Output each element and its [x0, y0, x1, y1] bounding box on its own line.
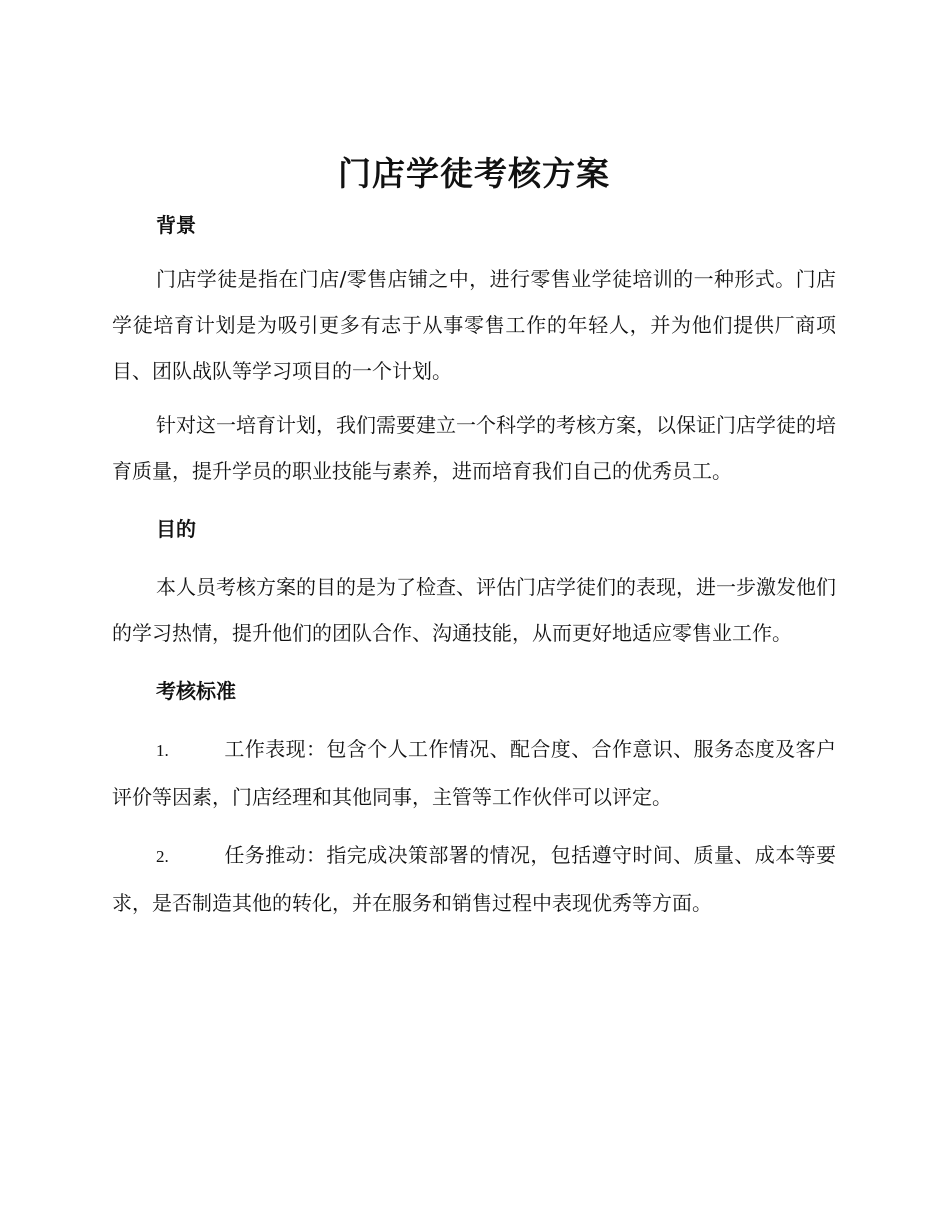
list-item: [112, 832, 836, 926]
paragraph: 本人员考核方案的目的是为了检查、评估门店学徒们的表现，进一步激发他们的学习热情，提升他们的团队合作、沟通技能，从而更好地适应零售业工作。: [112, 575, 836, 645]
section-purpose: [112, 514, 836, 656]
section-criteria: [112, 676, 836, 926]
paragraph: 针对这一培育计划，我们需要建立一个科学的考核方案，以保证门店学徒的培育质量，提升学员的职业技能与素养，进而培育我们自己的优秀员工。: [112, 413, 836, 483]
paragraph: 门店学徒是指在门店/零售店铺之中，进行零售业学徒培训的一种形式。门店学徒培育计划是为吸引更多有志于从事零售工作的年轻人，并为他们提供厂商项目、团队战队等学习项目的一个计划。: [112, 267, 836, 383]
document-title: 门店学徒考核方案: [338, 154, 610, 193]
list-text: 任务推动：指完成决策部署的情况，包括遵守时间、质量、成本等要求，是否制造其他的转化，并在服务和销售过程中表现优秀等方面。: [112, 843, 836, 915]
section-background: [112, 210, 836, 494]
section-heading: 目的: [156, 517, 196, 541]
section-heading: 考核标准: [156, 679, 236, 703]
list-number: 1.: [156, 741, 169, 760]
section-heading: 背景: [156, 213, 196, 237]
list-number: 2.: [156, 847, 169, 866]
list-text: 工作表现：包含个人工作情况、配合度、合作意识、服务态度及客户评价等因素，门店经理和其他同事，主管等工作伙伴可以评定。: [112, 737, 836, 809]
document-page: [112, 148, 836, 926]
list-item: [112, 726, 836, 820]
